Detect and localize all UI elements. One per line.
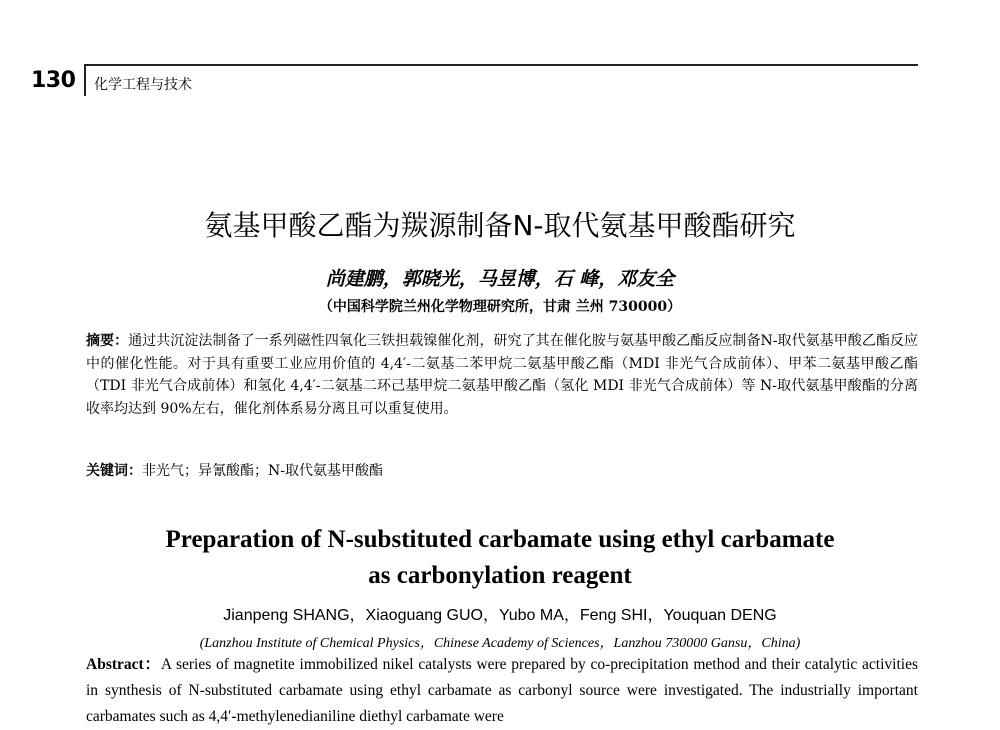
english-abstract-label: Abstract： bbox=[86, 656, 161, 673]
header-divider bbox=[84, 66, 86, 96]
english-title-line-1: Preparation of N-substituted carbamate using ethyl carbamate bbox=[165, 526, 835, 553]
page-number: 130 bbox=[31, 68, 76, 93]
chinese-abstract-text: 通过共沉淀法制备了一系列磁性四氧化三铁担载镍催化剂，研究了其在催化胺与氨基甲酸乙酯反应制备N-取代氨基甲酸乙酯反应中的催化性能。对于具有重要工业应用价值的 4,4′-二氨基二苯甲烷二氨基甲酸乙酯（MDI 非光气合成前体）、甲苯二氨基甲酸乙酯（TDI 非光气合成前体）和氢化 4,4′-二氨基二环己基甲烷二氨基甲酸乙酯（氢化 MDI 非光气合成前体）等 N-取代氨基甲酸酯的分离收率均达到 90%左右，催化剂体系易分离且可以重复使用。 bbox=[86, 333, 918, 417]
chinese-keywords-label: 关键词： bbox=[86, 463, 142, 479]
chinese-keywords-text: 非光气；异氰酸酯；N-取代氨基甲酸酯 bbox=[142, 463, 383, 479]
chinese-keywords bbox=[86, 460, 918, 480]
journal-name: 化学工程与技术 bbox=[94, 77, 192, 93]
english-abstract bbox=[86, 652, 918, 730]
chinese-affiliation: （中国科学院兰州化学物理研究所，甘肃 兰州 730000） bbox=[318, 299, 682, 315]
chinese-authors: 尚建鹏，郭晓光，马昱博，石 峰，邓友全 bbox=[325, 268, 675, 290]
english-title-line-2: as carbonylation reagent bbox=[368, 562, 632, 589]
chinese-title: 氨基甲酸乙酯为羰源制备N-取代氨基甲酸酯研究 bbox=[204, 209, 796, 242]
english-authors: Jianpeng SHANG，Xiaoguang GUO，Yubo MA，Feng SHI，Youquan DENG bbox=[223, 607, 777, 624]
chinese-abstract bbox=[86, 330, 918, 420]
header-rule bbox=[84, 64, 918, 66]
english-affiliation: (Lanzhou Institute of Chemical Physics，Chinese Academy of Sciences，Lanzhou 730000 Gansu，China) bbox=[199, 636, 801, 651]
english-title bbox=[0, 522, 1000, 594]
chinese-abstract-label: 摘要： bbox=[86, 333, 129, 349]
english-abstract-text: A series of magnetite immobilized nikel catalysts were prepared by co-precipitation method and their catalytic activities in synthesis of N-substituted carbamate using ethyl carbamate as carbonyl source were investigated. The industrially important carbamates such as 4,4′-methylenedianiline diethyl carbamate were bbox=[86, 656, 918, 725]
